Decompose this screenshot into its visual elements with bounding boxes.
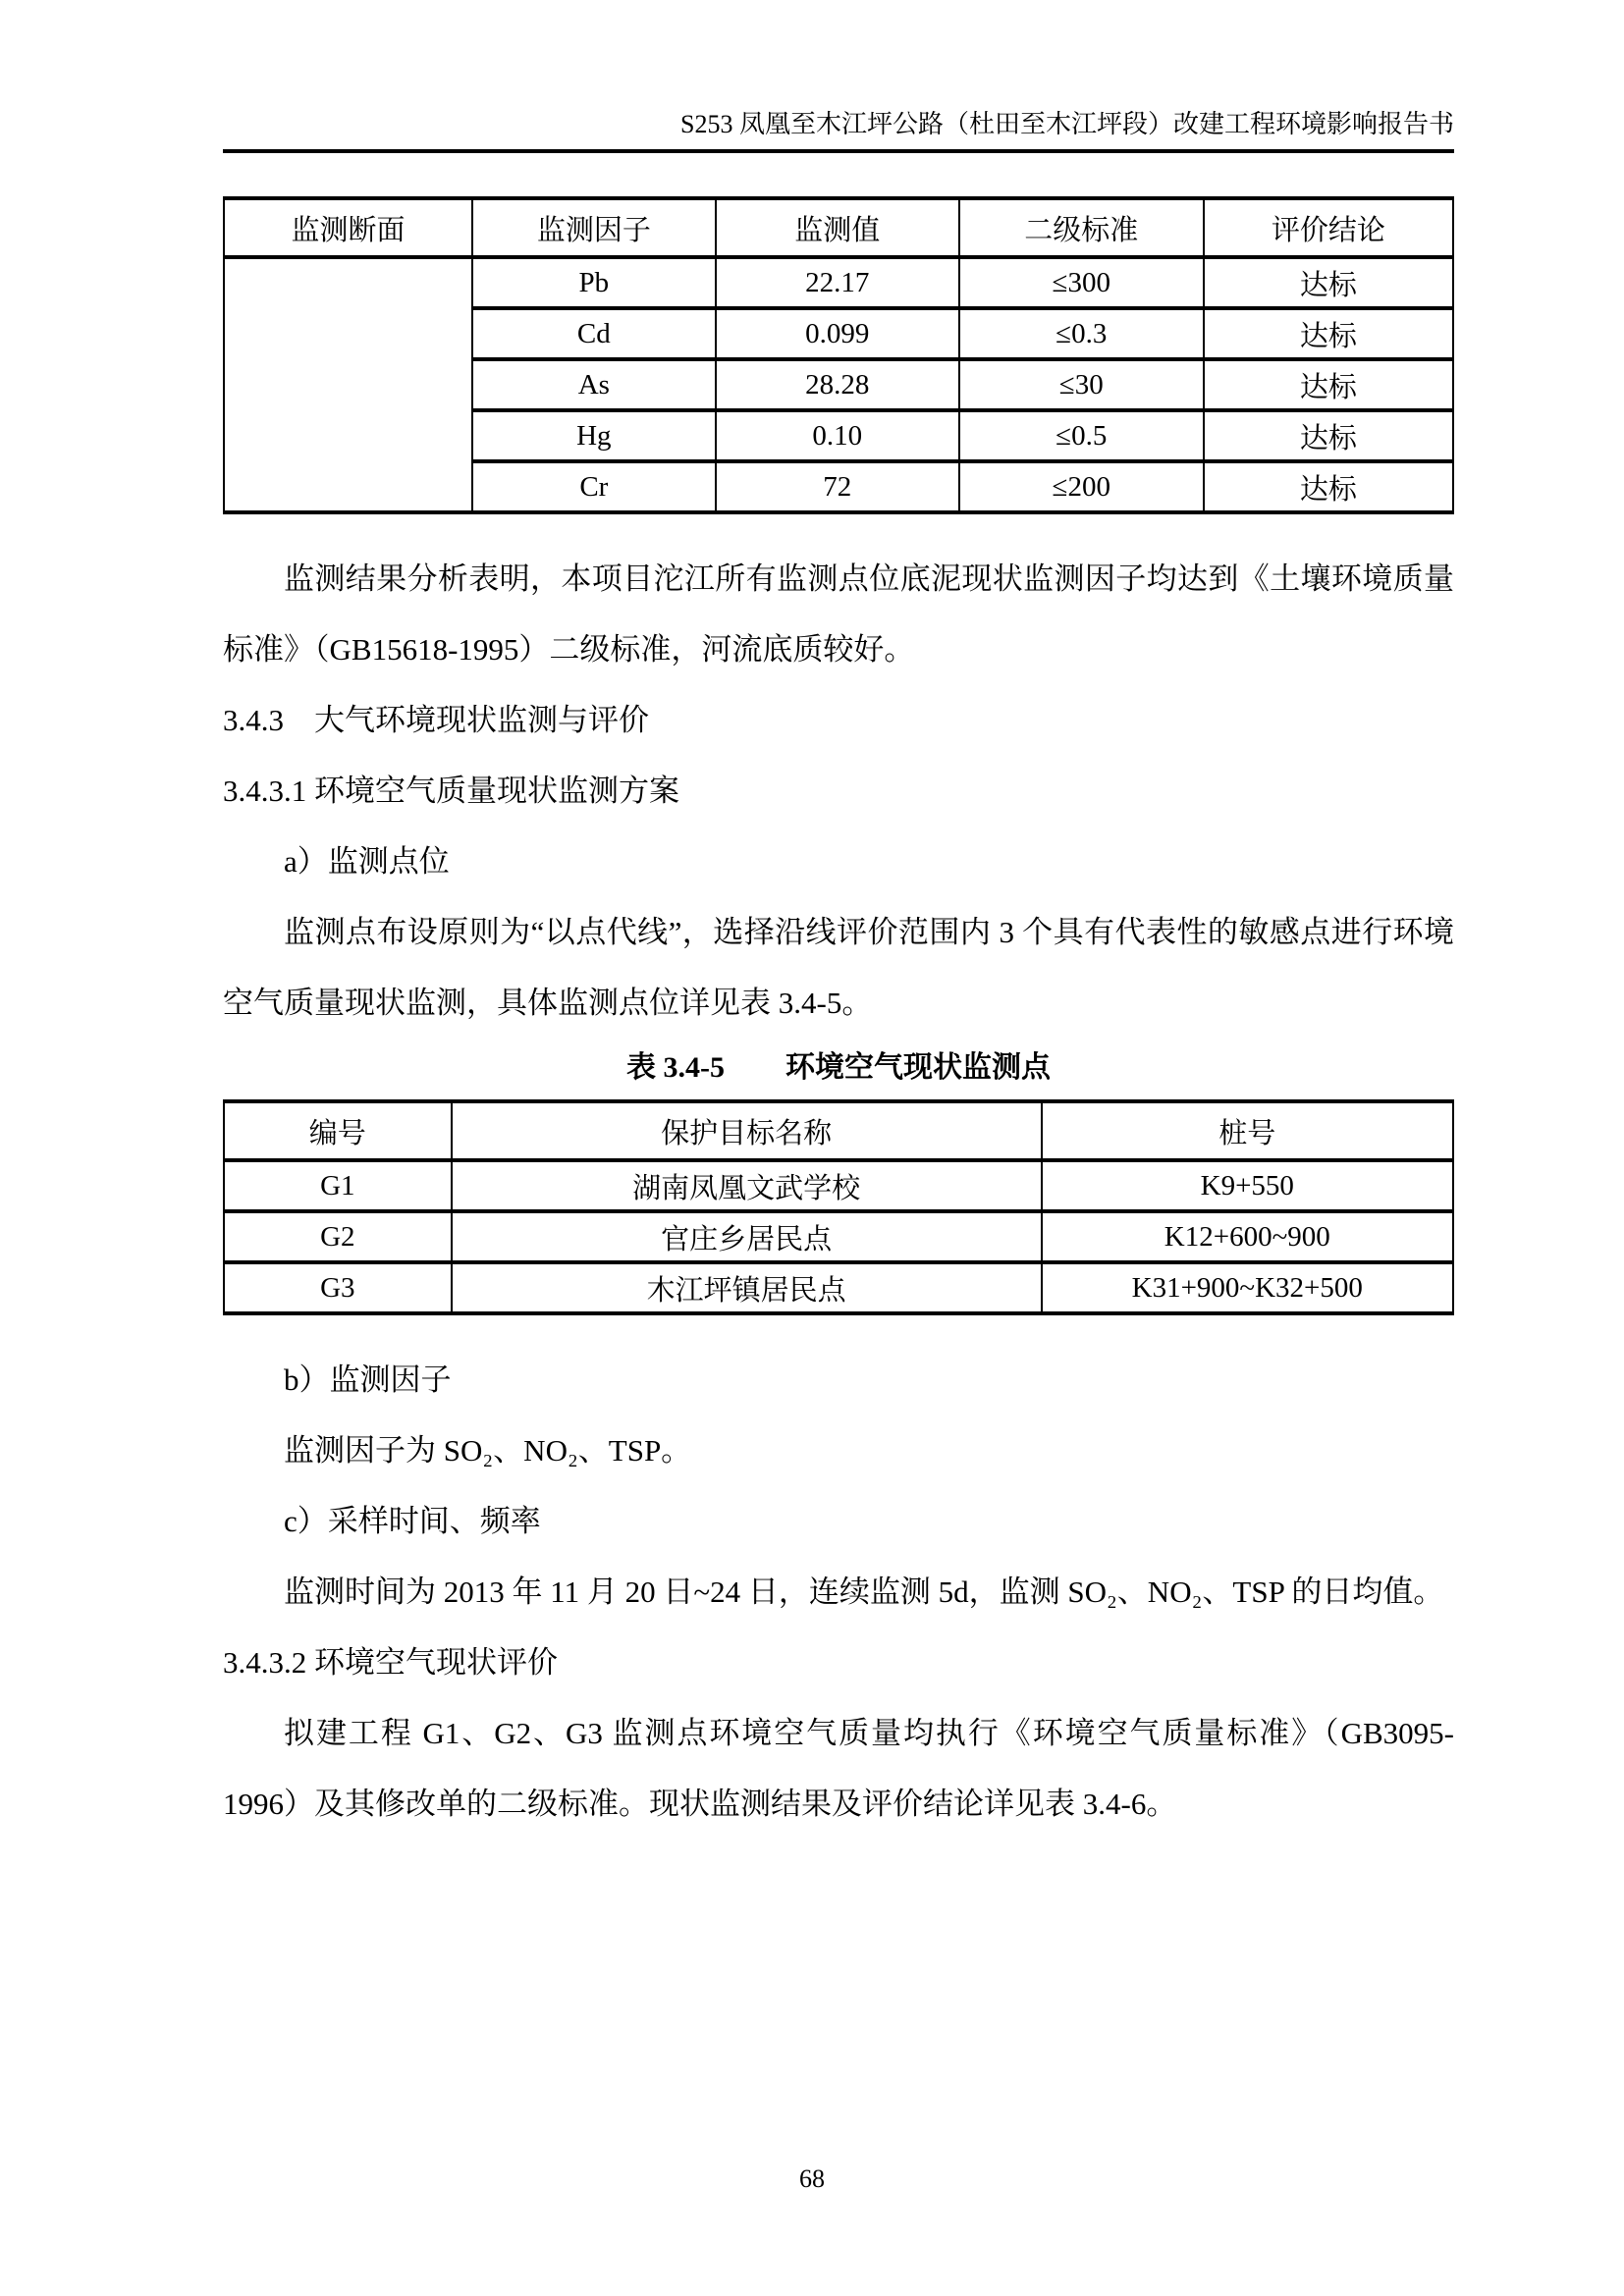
column-header-section: 监测断面 (224, 198, 472, 257)
standard-cell: ≤300 (959, 257, 1204, 308)
page-header (223, 0, 1454, 153)
conclusion-cell: 达标 (1204, 308, 1453, 359)
id-cell: G1 (224, 1160, 452, 1211)
stake-cell: K31+900~K32+500 (1042, 1262, 1453, 1313)
conclusion-cell: 达标 (1204, 461, 1453, 512)
assessment-paragraph: 拟建工程 G1、G2、G3 监测点环境空气质量均执行《环境空气质量标准》（GB3095-1996）及其修改单的二级标准。现状监测结果及评价结论详见表 3.4-6。 (223, 1716, 1454, 1821)
sediment-conclusion-paragraph: 监测结果分析表明，本项目沱江所有监测点位底泥现状监测因子均达到《土壤环境质量标准》（GB15618-1995）二级标准，河流底质较好。 (223, 561, 1454, 667)
factor-cell: Pb (472, 257, 716, 308)
standard-cell: ≤0.5 (959, 410, 1204, 461)
column-header-stake: 桩号 (1042, 1101, 1453, 1160)
list-item-c: c）采样时间、频率 (284, 1504, 541, 1538)
standard-cell: ≤30 (959, 359, 1204, 410)
factor-cell: As (472, 359, 716, 410)
report-title: S253 凤凰至木江坪公路（杜田至木江坪段）改建工程环境影响报告书 (680, 110, 1454, 138)
conclusion-cell: 达标 (1204, 359, 1453, 410)
standard-cell: ≤200 (959, 461, 1204, 512)
section-heading-3-4-3-1: 3.4.3.1 环境空气质量现状监测方案 (223, 774, 679, 808)
value-cell: 72 (716, 461, 959, 512)
section-heading-3-4-3-2: 3.4.3.2 环境空气现状评价 (223, 1645, 558, 1680)
section-heading-3-4-3: 3.4.3 大气环境现状监测与评价 (223, 703, 649, 737)
monitoring-points-paragraph: 监测点布设原则为“以点代线”，选择沿线评价范围内 3 个具有代表性的敏感点进行环境空气质量现状监测，具体监测点位详见表 3.4-5。 (223, 915, 1454, 1020)
table-caption-label: 表 3.4-5 (626, 1051, 725, 1084)
factor-cell: Cr (472, 461, 716, 512)
value-cell: 28.28 (716, 359, 959, 410)
conclusion-cell: 达标 (1204, 410, 1453, 461)
target-cell: 木江坪镇居民点 (452, 1262, 1042, 1313)
value-cell: 0.099 (716, 308, 959, 359)
stake-cell: K9+550 (1042, 1160, 1453, 1211)
id-cell: G2 (224, 1211, 452, 1262)
table-header-row (224, 198, 1453, 257)
table-row (224, 1211, 1453, 1262)
column-header-standard: 二级标准 (959, 198, 1204, 257)
value-cell: 0.10 (716, 410, 959, 461)
table-row (224, 1262, 1453, 1313)
section-merged-cell (224, 257, 472, 512)
conclusion-cell: 达标 (1204, 257, 1453, 308)
sampling-time-paragraph: 监测时间为 2013 年 11 月 20 日~24 日，连续监测 5d，监测 SO₂、NO₂、TSP 的日均值。 (284, 1575, 1444, 1609)
air-monitoring-points-table (223, 1099, 1454, 1315)
list-item-b: b）监测因子 (284, 1362, 452, 1397)
page-number: 68 (799, 2164, 825, 2193)
table-caption-title: 环境空气现状监测点 (785, 1051, 1051, 1084)
air-table-caption (223, 1044, 1454, 1092)
column-header-id: 编号 (224, 1101, 452, 1160)
sediment-monitoring-table (223, 196, 1454, 514)
column-header-value: 监测值 (716, 198, 959, 257)
target-cell: 官庄乡居民点 (452, 1211, 1042, 1262)
monitoring-factors-paragraph: 监测因子为 SO₂、NO₂、TSP。 (284, 1433, 692, 1468)
column-header-target: 保护目标名称 (452, 1101, 1042, 1160)
target-cell: 湖南凤凰文武学校 (452, 1160, 1042, 1211)
column-header-factor: 监测因子 (472, 198, 716, 257)
table-row (224, 257, 1453, 308)
factor-cell: Cd (472, 308, 716, 359)
column-header-conclusion: 评价结论 (1204, 198, 1453, 257)
stake-cell: K12+600~900 (1042, 1211, 1453, 1262)
table-row (224, 1160, 1453, 1211)
list-item-a: a）监测点位 (284, 844, 450, 879)
factor-cell: Hg (472, 410, 716, 461)
table-header-row (224, 1101, 1453, 1160)
id-cell: G3 (224, 1262, 452, 1313)
value-cell: 22.17 (716, 257, 959, 308)
page-content (223, 196, 1454, 1840)
standard-cell: ≤0.3 (959, 308, 1204, 359)
